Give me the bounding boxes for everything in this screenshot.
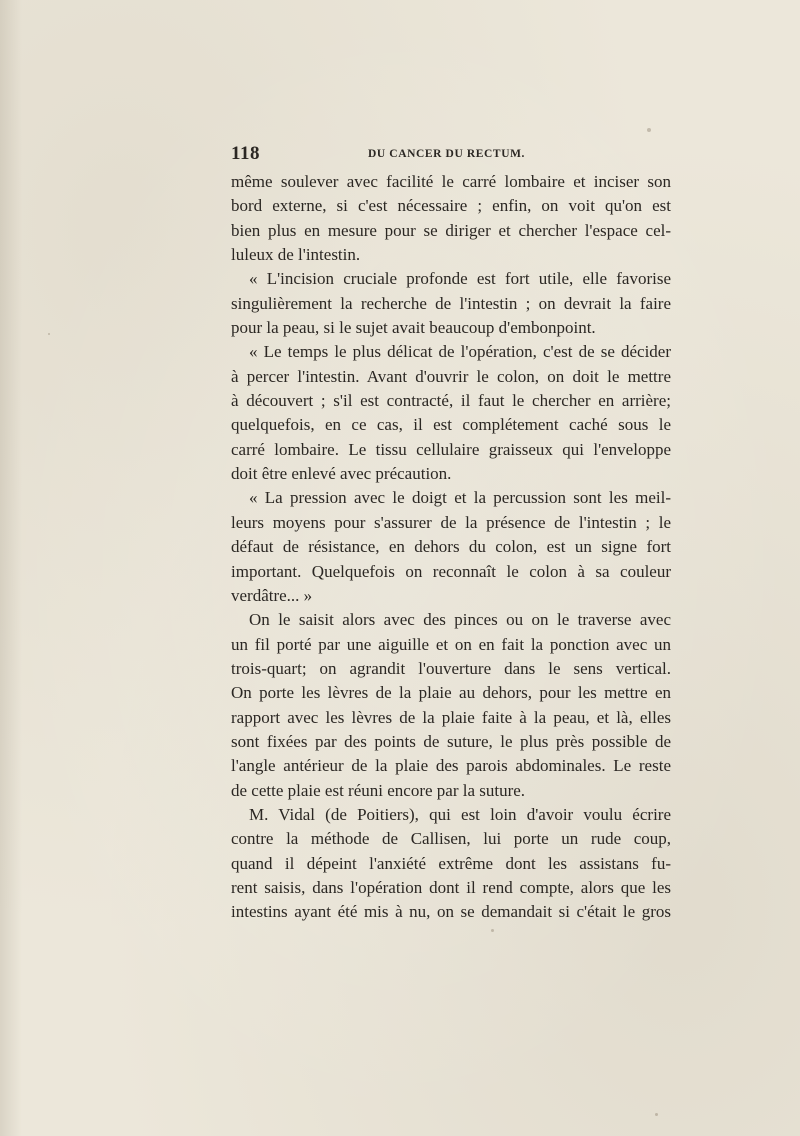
- text-line: un fil porté par une aiguille et on en fait la ponction avec un: [231, 634, 671, 654]
- text-line: M. Vidal (de Poitiers), qui est loin d'avoir voulu écrire: [249, 804, 671, 824]
- text-line: verdâtre... »: [231, 585, 313, 605]
- text-line: luleux de l'intestin.: [231, 245, 361, 265]
- text-line: même soulever avec facilité le carré lombaire et inciser son: [231, 172, 671, 191]
- text-line: de cette plaie est réuni encore par la suture.: [231, 780, 526, 800]
- page-header: [231, 143, 671, 169]
- text-line: « La pression avec le doigt et la percussion sont les meil-: [249, 488, 671, 508]
- paper-spot: [48, 333, 50, 335]
- paper-spot: [647, 128, 651, 132]
- text-line: l'angle antérieur de la plaie des parois abdominales. Le reste: [231, 756, 671, 776]
- paper-spot: [655, 1113, 658, 1116]
- text-line: à découvert ; s'il est contracté, il faut le chercher en arrière;: [231, 391, 671, 411]
- text-line: On le saisit alors avec des pinces ou on le traverse avec: [249, 610, 671, 630]
- text-line: pour la peau, si le sujet avait beaucoup d'embonpoint.: [231, 318, 596, 338]
- text-line: trois-quart; on agrandit l'ouverture dans le sens vertical.: [231, 658, 671, 678]
- text-line: leurs moyens pour s'assurer de la présence de l'intestin ; le: [231, 512, 671, 532]
- text-line: carré lombaire. Le tissu cellulaire graisseux qui l'enveloppe: [231, 439, 671, 459]
- text-line: intestins ayant été mis à nu, on se demandait si c'était le gros: [231, 902, 671, 922]
- text-line: rapport avec les lèvres de la plaie faite à la peau, et là, elles: [231, 707, 671, 727]
- text-line: quelquefois, en ce cas, il est complétement caché sous le: [231, 415, 671, 435]
- text-line: bien plus en mesure pour se diriger et chercher l'espace cel-: [231, 220, 671, 240]
- text-line: On porte les lèvres de la plaie au dehors, pour les mettre en: [231, 683, 671, 703]
- text-line: rent saisis, dans l'opération dont il rend compte, alors que les: [231, 877, 671, 897]
- text-line: singulièrement la recherche de l'intestin ; on devrait la faire: [231, 293, 671, 313]
- text-line: « Le temps le plus délicat de l'opération, c'est de se décider: [249, 342, 671, 362]
- text-line: quand il dépeint l'anxiété extrême dont les assistans fu-: [231, 853, 671, 873]
- running-title: DU CANCER DU RECTUM.: [368, 148, 526, 160]
- text-line: à percer l'intestin. Avant d'ouvrir le colon, on doit le mettre: [231, 366, 671, 386]
- text-line: bord externe, si c'est nécessaire ; enfin, on voit qu'on est: [231, 196, 671, 216]
- page-number: 118: [231, 143, 260, 164]
- text-line: sont fixées par des points de suture, le plus près possible de: [231, 731, 671, 751]
- text-line: contre la méthode de Callisen, lui porte un rude coup,: [231, 829, 671, 849]
- page-edge-shadow: [0, 0, 22, 1136]
- body-text: [231, 170, 671, 925]
- text-line: « L'incision cruciale profonde est fort utile, elle favorise: [249, 269, 671, 289]
- text-line: doit être enlevé avec précaution.: [231, 464, 452, 484]
- text-line: défaut de résistance, en dehors du colon, est un signe fort: [231, 537, 671, 557]
- text-line: important. Quelquefois on reconnaît le colon à sa couleur: [231, 561, 671, 581]
- paper-spot: [491, 929, 494, 932]
